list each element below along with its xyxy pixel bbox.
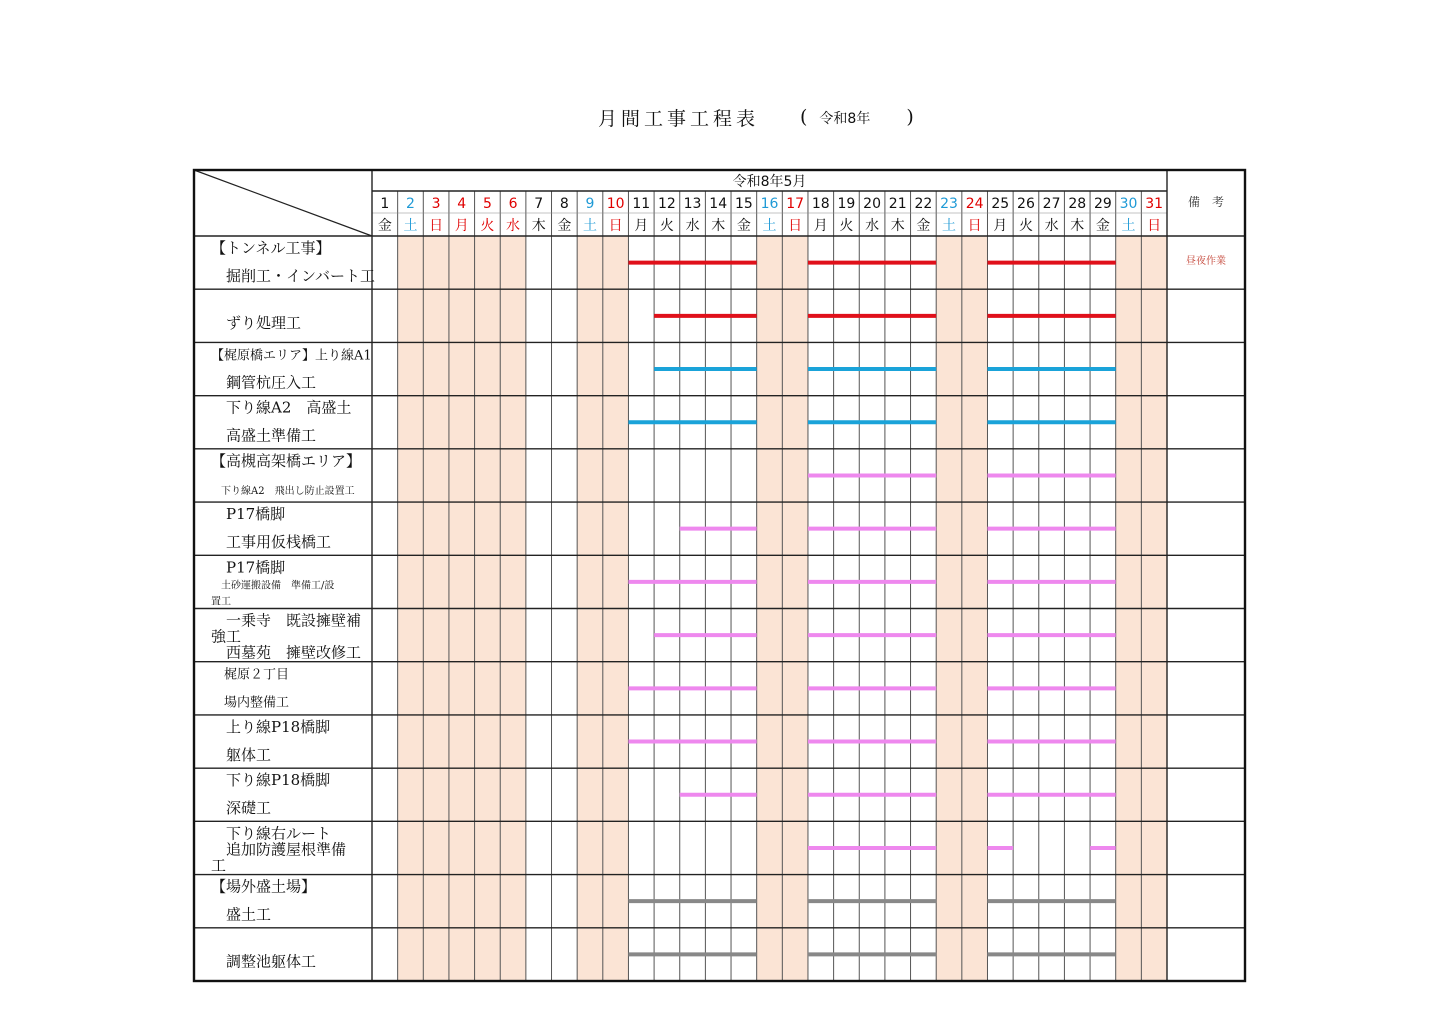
day-of-week: 土 — [942, 218, 957, 234]
day-of-week: 月 — [454, 218, 469, 234]
task-label: 強工 — [211, 627, 242, 646]
task-label: 置工 — [211, 596, 231, 608]
month-label: 令和8年5月 — [732, 174, 807, 190]
table-border — [194, 170, 1245, 981]
day-number: 16 — [760, 196, 779, 212]
day-number: 18 — [811, 196, 830, 212]
day-number: 19 — [837, 196, 856, 212]
document-subtitle: ( 令和8年 ) — [800, 106, 914, 128]
day-of-week: 水 — [1044, 218, 1059, 234]
task-label: 高盛土準備工 — [211, 426, 317, 445]
day-number: 30 — [1119, 196, 1138, 212]
day-number: 20 — [863, 196, 881, 212]
day-of-week: 火 — [1018, 218, 1033, 234]
day-number: 10 — [606, 196, 625, 212]
day-of-week: 土 — [762, 218, 777, 234]
day-number: 28 — [1068, 196, 1087, 212]
task-label: 下り線A2 飛出し防止設置工 — [211, 485, 355, 497]
day-of-week: 月 — [634, 218, 649, 234]
day-number: 13 — [683, 196, 702, 212]
day-number: 31 — [1145, 196, 1164, 212]
task-label: P17橋脚 — [211, 505, 286, 524]
day-of-week: 金 — [736, 218, 751, 234]
day-number: 27 — [1042, 196, 1061, 212]
task-label: 工 — [211, 856, 227, 875]
day-number: 8 — [559, 196, 569, 212]
task-label: 盛土工 — [211, 905, 272, 924]
task-label: 追加防護屋根準備 — [211, 840, 347, 859]
remarks-header: 備 考 — [1187, 195, 1225, 209]
day-of-week: 土 — [403, 218, 418, 234]
day-of-week: 木 — [531, 218, 546, 234]
day-of-week: 水 — [865, 218, 880, 234]
task-label: 深礎工 — [211, 799, 272, 818]
day-of-week: 木 — [890, 218, 905, 234]
day-of-week: 火 — [480, 218, 495, 234]
day-number: 14 — [709, 196, 728, 212]
day-number: 17 — [786, 196, 805, 212]
day-number: 5 — [482, 196, 492, 212]
day-of-week: 日 — [967, 218, 982, 234]
day-of-week: 日 — [788, 218, 803, 234]
day-number: 7 — [534, 196, 544, 212]
day-number: 25 — [991, 196, 1010, 212]
subtitle-era: 令和8年 — [819, 111, 871, 127]
task-label: 下り線A2 高盛土 — [211, 398, 352, 417]
day-of-week: 日 — [429, 218, 444, 234]
day-number: 4 — [457, 196, 467, 212]
task-label: 下り線P18橋脚 — [211, 771, 331, 790]
day-number: 9 — [585, 196, 595, 212]
day-number: 24 — [965, 196, 984, 212]
document-title: 月間工事工程表 — [598, 108, 760, 130]
day-of-week: 日 — [1147, 218, 1162, 234]
task-label: 上り線P18橋脚 — [211, 717, 331, 736]
day-number: 12 — [658, 196, 676, 212]
task-label: ずり処理工 — [211, 313, 302, 332]
task-label: 一乗寺 既設擁壁補 — [211, 611, 362, 630]
day-of-week: 金 — [916, 218, 931, 234]
day-of-week: 金 — [1095, 218, 1110, 234]
task-label: 【場外盛土場】 — [211, 877, 317, 896]
day-of-week: 火 — [659, 218, 674, 234]
task-label: 場内整備工 — [211, 695, 290, 711]
day-number: 21 — [888, 196, 907, 212]
day-of-week: 水 — [506, 218, 521, 234]
day-number: 29 — [1093, 196, 1112, 212]
day-number: 6 — [508, 196, 518, 212]
task-label: 下り線右ルート — [211, 824, 332, 843]
task-label: P17橋脚 — [211, 558, 286, 577]
task-label: 梶原２丁目 — [211, 667, 290, 683]
day-of-week: 日 — [608, 218, 623, 234]
day-number: 2 — [406, 196, 415, 212]
task-label: 【梶原橋エリア】上り線A1 — [211, 348, 372, 364]
day-number: 22 — [914, 196, 933, 212]
day-number: 3 — [431, 196, 441, 212]
table-header — [378, 173, 1224, 234]
task-label: 西墓苑 擁壁改修工 — [211, 643, 362, 662]
day-of-week: 木 — [1070, 218, 1085, 234]
day-of-week: 金 — [557, 218, 572, 234]
day-of-week: 月 — [813, 218, 828, 234]
task-label: 工事用仮桟橋工 — [211, 533, 332, 552]
day-number: 26 — [1017, 196, 1035, 212]
day-of-week: 月 — [993, 218, 1008, 234]
day-of-week: 土 — [1121, 218, 1136, 234]
day-of-week: 水 — [685, 218, 700, 234]
day-number: 11 — [632, 196, 651, 212]
task-label: 躯体工 — [211, 745, 272, 764]
day-of-week: 木 — [711, 218, 726, 234]
task-label: 調整池躯体工 — [211, 952, 317, 971]
day-of-week: 金 — [377, 218, 392, 234]
table-grid — [194, 170, 1245, 981]
task-rows — [211, 239, 1226, 970]
header-diagonal — [194, 170, 372, 236]
remark-text: 昼夜作業 — [1186, 256, 1226, 267]
day-number: 1 — [380, 196, 390, 212]
day-of-week: 火 — [839, 218, 854, 234]
task-label: 鋼管杭圧入工 — [211, 373, 317, 392]
task-label: 【高槻高架橋エリア】 — [211, 451, 362, 470]
day-number: 23 — [940, 196, 958, 212]
task-label: 土砂運搬設備 準備工/設 — [211, 580, 335, 592]
day-of-week: 土 — [582, 218, 597, 234]
task-label: 掘削工・インバート工 — [211, 267, 375, 285]
task-label: 【トンネル工事】 — [211, 239, 331, 257]
day-number: 15 — [734, 196, 753, 212]
